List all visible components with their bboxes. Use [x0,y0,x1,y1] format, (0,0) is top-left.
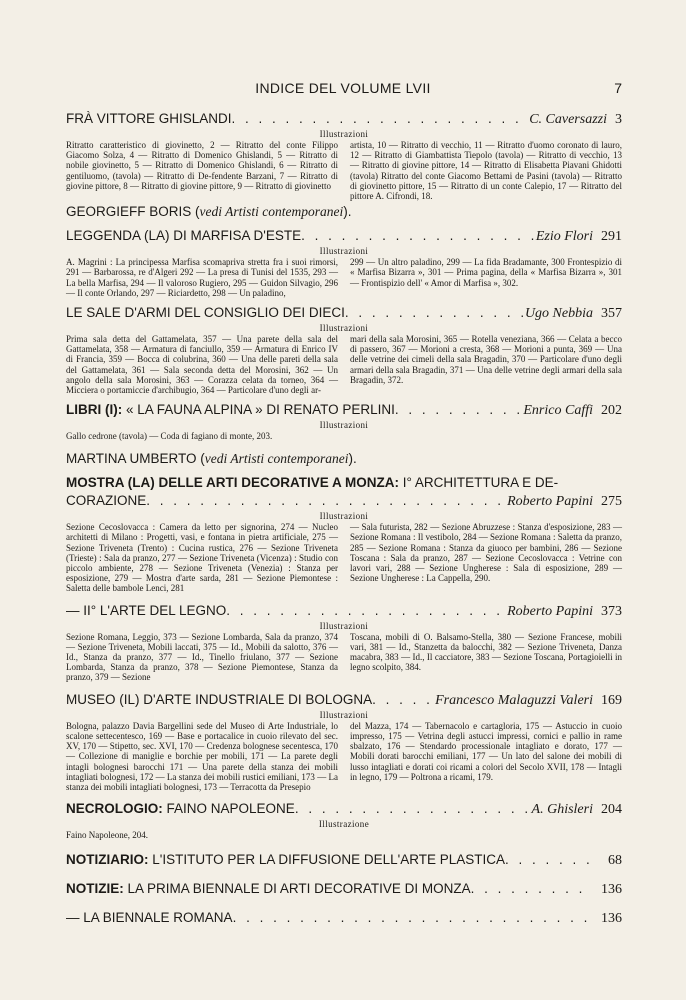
index-entry-marfisa [66,227,622,298]
illustrations-label: Illustrazioni [319,709,369,720]
page-number: 7 [614,80,622,96]
illustrations-col-2: Toscana, mobili di O. Balsamo-Stella, 380 — Sezione Francese, mobili vari, 381 — Id., Stanzetta da balocchi, 382 — Sezione Triveneta, Danza macabra, 383 — Id., Il cacciatore, 383 — Sezione Toscana, Portagioielli in legno scolpito, 384. [350,631,622,673]
illustrations-col-1: Sezione Cecoslovacca : Camera da letto per signorina, 274 — Nucleo architetti di Milano : Progetti, vasi, e fontana in pietra artificiale, 275 — Sezione Triveneta (Trento) : Cucina rustica, 276 — Sezione Triveneta (Trieste) : Sala da pranzo, 277 — Sezione Triveneta (Vicenza) : Studio con piccolo ambiente, 278 — Sezione Triveneta (Venezia) : Stanza per esposizione, 279 — Mostra d'arte sarda, 281 — Sezione Piemontese : Saletta delle bambole Lenci, 281 [66,522,338,594]
entry-title: LE SALE D'ARMI DEL CONSIGLIO DEI DIECI [66,305,345,321]
leader-dots [471,880,593,898]
entry-section: LIBRI (I): [66,402,123,418]
index-entry-mostra-monza [66,474,622,593]
leader-dots [295,800,532,818]
index-content [66,110,622,928]
entry-page: 275 [601,494,622,510]
entry-section: NOTIZIARIO: [66,852,149,868]
entry-title: — II° L'ARTE DEL LEGNO [66,602,227,618]
entry-section: MOSTRA (LA) DELLE ARTI DECORATIVE A MONZA: [66,475,399,491]
index-title: INDICE DEL VOLUME LVII [255,80,431,96]
entry-title: MARTINA UMBERTO [66,451,197,467]
entry-heading [66,110,622,129]
entry-page: 373 [601,603,622,619]
entry-page: 136 [601,911,622,927]
entry-author: Francesco Malaguzzi Valeri [435,692,593,708]
leader-dots [395,401,523,419]
entry-author: A. Ghisleri [531,802,593,818]
entry-page: 169 [601,692,622,708]
entry-author: C. Caversazzi [529,112,607,127]
entry-title: LA PRIMA BIENNALE DI ARTI DECORATIVE DI MONZA [127,881,471,897]
illustrations-col-1: Prima sala detta del Gattamelata, 357 — Una parete della sala del Gattamelata, 358 — Armatura di fanciullo, 359 — Armatura di Enrico IV di Francia, 359 — Bocca di colubrina, 360 — Una delle pareti della sala del Gattamelata, 361 — Sala seconda detta del Morosini, 362 — Un angolo della sala Morosini, 363 — Corazza celata da torneo, 364 — Micciera o portamiccie d'archibugio, 364 — Particolare d'uno degli ar- [66,334,338,396]
entry-title: L'ISTITUTO PER LA DIFFUSIONE DELL'ARTE PLASTICA [152,852,506,868]
entry-see-reference: vedi Artisti contemporanei [199,204,344,220]
illustrations-list [66,522,622,593]
entry-author: Roberto Papini [507,603,593,619]
entry-heading [66,401,622,420]
illustrations-col-2: artista, 10 — Ritratto di vecchio, 11 — Ritratto d'uomo coronato di lauro, 12 — Ritratto di Giambattista Tiepolo (tavola) — Ritratto di vecchio, 13 — Ritratto di giovine pittore, 14 — Ritratto di Elisabetta Piavani Ghidotti (tavola) Ritratto del conte Giacomo Bettami de Pasini (tavola) — Ritratto di giovinetto pittore, 15 — Ritratto di un conte Calepio, 17 — Ritratto del pittore A. Cifrondi, 18. [350,140,622,202]
index-entry-notizie [66,880,622,899]
entry-page: 68 [608,853,622,869]
entry-author: Enrico Caffi [523,403,593,419]
entry-title: I° ARCHITETTURA E DE- [402,475,559,491]
illustrations-label: Illustrazioni [319,420,369,431]
entry-author: Ugo Nebbia [524,306,593,322]
entry-page: 291 [601,229,622,245]
entry-author: Roberto Papini [507,494,593,510]
entry-heading [66,602,622,621]
illustrations-label: Illustrazioni [319,620,369,631]
entry-title: GEORGIEFF BORIS [66,204,192,220]
index-entry-necrologio [66,800,622,841]
entry-page: 136 [601,882,622,898]
leader-dots [232,110,530,128]
illustrations-label: Illustrazioni [319,246,369,257]
entry-title: MUSEO (IL) D'ARTE INDUSTRIALE DI BOLOGNA [66,691,373,707]
entry-heading [66,691,622,710]
leader-dots [226,602,507,620]
leader-dots [301,227,536,245]
illustrations-list [66,334,622,395]
leader-dots [505,851,600,869]
index-entry-notiziario [66,851,622,870]
illustrations-list [66,632,622,683]
illustrations-col-2: mari della sala Morosini, 365 — Rotella veneziana, 366 — Celata a becco di passero, 367 — Morioni a cresta, 368 — Morioni a punta, 369 — Una delle vetrine dei cimeli della sala Bragadin, 370 — Particolare d'uno degli armari della sala Bragadin, 371 — Una delle vetrine degli armari della sala Bragadin, 372. [350,334,622,385]
index-entry-biennale-romana [66,909,622,928]
illustrations-list [66,140,622,201]
entry-author: Ezio Flori [535,229,593,245]
illustrations-col-2: del Mazza, 174 — Tabernacolo e cartagloria, 175 — Astuccio in cuoio impresso, 175 — Vetrina degli astucci impressi, cornici e pallio in rame sbalzato, 176 — Stendardo processionale intagliato e dorato, 177 — Mobili dorati barocchi emiliani, 177 — Un lato del salone dei mobili di lusso intagliati e dorati coi ricami a colori del Secolo XVII, 178 — Intagli in legno, 179 — Poltrona a ricami, 179. [350,720,622,782]
leader-dots [372,691,435,709]
illustrations-col-2: 299 — Un altro paladino, 299 — La fida Bradamante, 300 Frontespizio di « Marfisa Bizarra », 301 — Prima pagina, della « Marfisa Bizarra », 301 — Frontispizio dell' « Amor di Marfisa », 302. [350,257,622,288]
entry-page: 202 [601,403,622,419]
entry-title: LEGGENDA (LA) DI MARFISA D'ESTE [66,228,302,244]
entry-heading-line-1 [66,474,622,492]
leader-dots [345,304,525,322]
entry-see-reference: vedi Artisti contemporanei [204,451,349,467]
entry-title: FAINO NAPOLEONE [166,801,295,817]
index-entry-sale-darmi [66,304,622,395]
illustrations-list [66,257,622,298]
entry-heading [66,492,622,511]
illustrations-label: Illustrazioni [319,511,369,522]
entry-page: 357 [601,306,622,322]
leader-dots [233,909,593,927]
entry-heading [66,304,622,323]
index-entry-libri [66,401,622,442]
entry-title-cont: CORAZIONE [66,493,147,509]
illustrations-list: Gallo cedrone (tavola) — Coda di fagiano di monte, 203. [66,431,273,442]
entry-page: 204 [601,802,622,818]
leader-dots [146,492,507,510]
index-entry-arte-legno [66,602,622,683]
illustrations-col-1: Bologna, palazzo Davia Bargellini sede del Museo di Arte Industriale, lo scalone settecentesco, 169 — Base e portacalice in cuoio rilevato del sec. XV, 170 — Stipetto, sec. XVI, 170 — Credenza bolognese secentesca, 170 — Collezione di maniglie e borchie per mobili, 171 — La parete degli intagli bolognesi barocchi 171 — Una parete della stanza dei mobili intagliati bolognesi, 172 — La stanza dei mobili rustici emiliani, 173 — La stanza dei mobili intagliati bolognesi, 173 — Terracotta da Presepio [66,720,338,792]
entry-title: « LA FAUNA ALPINA » DI RENATO PERLINI [126,402,395,418]
index-entry-georgieff: GEORGIEFF BORIS (vedi Artisti contemporanei). [66,204,352,220]
illustrations-label: Illustrazioni [319,323,369,334]
entry-heading [66,800,622,819]
entry-section: NOTIZIE: [66,881,124,897]
illustrations-col-1: Sezione Romana, Leggio, 373 — Sezione Lombarda, Sala da pranzo, 374 — Sezione Triveneta, Mobili laccati, 375 — Id., Mobili da salotto, 376 — Id., Stanza da pranzo, 377 — Id., Tinello friulano, 377 — Sezione Lombarda, Stanza da pranzo, 378 — Sezione Piemontese, Stanza da pranzo, 379 — Sezione [66,631,338,683]
illustrations-list: Faino Napoleone, 204. [66,830,148,841]
illustrations-list [66,721,622,792]
entry-section: NECROLOGIO: [66,801,163,817]
index-entry-martina: MARTINA UMBERTO (vedi Artisti contemporanei). [66,451,357,467]
entry-title: FRÀ VITTORE GHISLANDI [66,111,232,126]
entry-title: — LA BIENNALE ROMANA [66,910,233,926]
illustrations-col-2: — Sala futurista, 282 — Sezione Abruzzese : Stanza d'esposizione, 283 — Sezione Romana : Il vestibolo, 284 — Sezione Romana : Saletta da pranzo, 285 — Sezione Romana : Stanza da giuoco per bambini, 286 — Sezione Toscana : Sala da pranzo, 287 — Sezione Cecoslovacca : Vetrine con lavori vari, 288 — Sezione Ungherese : Sala di esposizione, 289 — Sezione Ungherese : La Cappella, 290. [350,522,622,584]
page-header [0,80,686,100]
illustrations-label: Illustrazioni [319,129,369,139]
illustrations-col-1: A. Magrini : La principessa Marfisa scomapriva stretta fra i suoi rimorsi, 291 — Barbarossa, re d'Algeri 292 — La presa di Tunisi del 1535, 293 — La bella Marfisa, 294 — Il valoroso Rugiero, 295 — Guidon Silvagio, 296 — Il conte Orlando, 297 — Riciardetto, 298 — Un paladino, [66,257,338,298]
index-entry-ghislandi [66,110,622,201]
entry-page: 3 [615,112,622,127]
illustrations-label: Illustrazione [318,819,370,830]
index-entry-museo-bologna [66,691,622,792]
illustrations-col-1: Ritratto caratteristico di giovinetto, 2 — Ritratto del conte Filippo Giacomo Solza, 4 — Ritratto di Domenico Ghislandi, 5 — Ritratto di nobile giovinetto, 5 — Ritratto di Domenico Ghislandi, 6 — Ritratto di gentiluomo, (tavola) — Ritratto di De-fendente Barzani, 7 — Ritratto di giovine pittore, 8 — Ritratto di giovine pittore, 9 — Ritratto di giovinetto [66,140,338,191]
entry-heading [66,227,622,246]
